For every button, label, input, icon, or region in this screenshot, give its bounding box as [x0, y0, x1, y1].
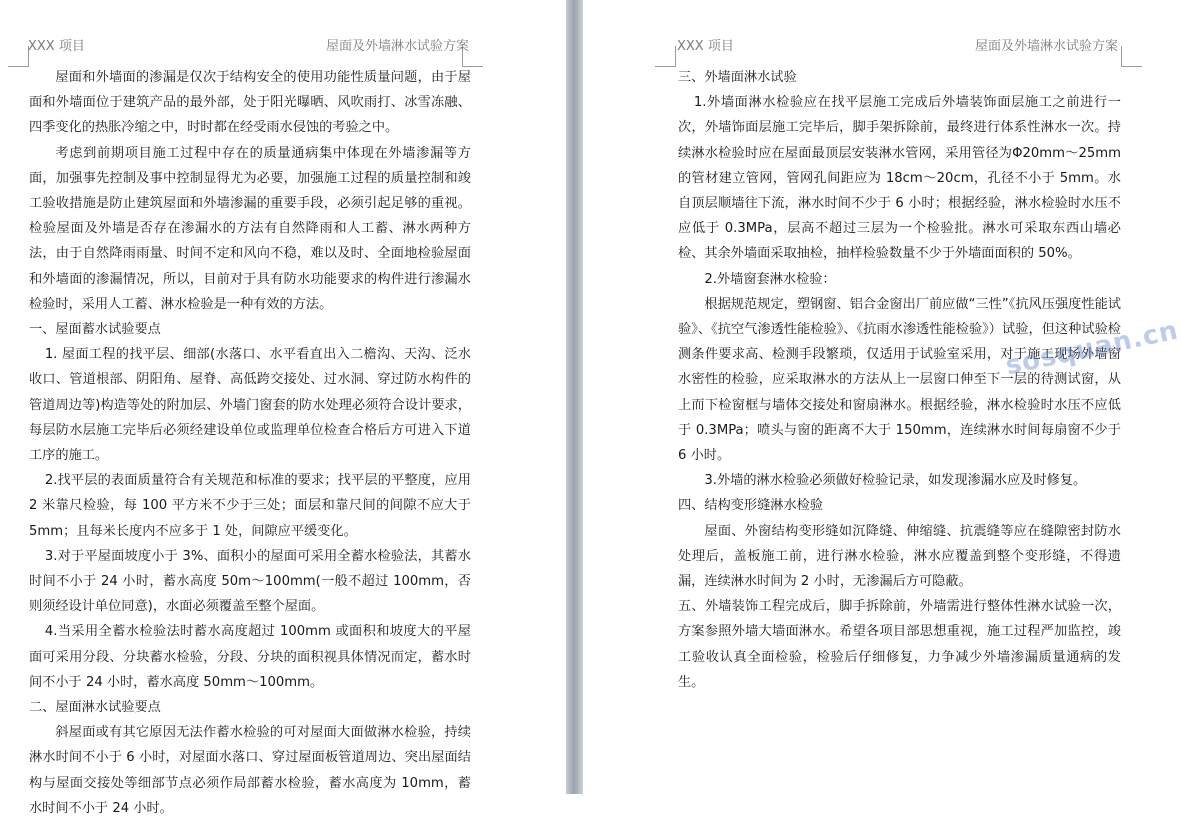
body-paragraph: 考虑到前期项目施工过程中存在的质量通病集中体现在外墙渗漏等方面，加强事先控制及事中控制显得尤为必要，加强施工过程的质量控制和竣工验收措施是防止建筑屋面和外墙渗漏的重要手段，必须引起足够的重视。检验屋面及外墙是否存在渗漏水的方法有自然降雨和人工蓄、淋水两种方法，由于自然降雨雨量、时间不定和风向不稳，难以及时、全面地检验屋面和外墙面的渗漏情况，所以，目前对于具有防水功能要求的构件进行渗漏水检验时，采用人工蓄、淋水检验是一种有效的方法。: [29, 145, 471, 312]
page-gutter: [566, 0, 583, 794]
document-page-left: [0, 0, 566, 816]
body-paragraph: 根据规范规定，塑钢窗、铝合金窗出厂前应做“三性”《抗风压强度性能试验》、《抗空气渗透性能检验》、《抗雨水渗透性能检验》）试验，但这种试验检测条件要求高、检测手段繁琐，仅适用于试验室采用，对于施工现场外墙窗水密性的检验，应采取淋水的方法从上一层窗口伸至下一层的待测试窗，从上而下检窗框与墙体交接处和窗扇淋水。根据经验，淋水检验时水压不应低于 0.3MPa；喷头与窗的距离不大于 150mm，连续淋水时间每扇窗不少于 6 小时。: [678, 296, 1121, 464]
body-paragraph: 屋面和外墙面的渗漏是仅次于结构安全的使用功能性质量问题，由于屋面和外墙面位于建筑产品的最外部，处于阳光曝晒、风吹雨打、冰雪冻融、四季变化的热胀冷缩之中，时时都在经受雨水侵蚀的考验之中。: [29, 70, 471, 136]
body-paragraph: 屋面、外窗结构变形缝如沉降缝、伸缩缝、抗震缝等应在缝隙密封防水处理后，盖板施工前，进行淋水检验，淋水应覆盖到整个变形缝，不得遗漏，连续淋水时间为 2 小时，无渗漏后方可隐蔽。: [678, 523, 1121, 590]
body-paragraph: 1. 屋面工程的找平层、细部(水落口、水平看直出入二檐沟、天沟、泛水收口、管道根部、阴阳角、屋脊、高低跨交接处、过水洞、穿过防水构件的管道周边等)构造等处的附加层、外墙门窗套的防水处理必须符合设计要求，每层防水层施工完毕后必须经建设单位或监理单位检查合格后方可进入下道工序的施工。: [29, 347, 471, 464]
body-paragraph: 2.外墙窗套淋水检验：: [704, 271, 836, 287]
body-paragraph: 2.找平层的表面质量符合有关规范和标准的要求；找平层的平整度，应用 2 米靠尺检验，每 100 平方米不少于三处；面层和靠尺间的间隙不应大于 5mm；且每米长度内不应多于 1 处，间隙应平缓变化。: [29, 473, 471, 539]
section-heading: 四、结构变形缝淋水检验: [678, 498, 824, 514]
body-paragraph: 1.外墙面淋水检验应在找平层施工完成后外墙装饰面层施工之前进行一次，外墙饰面层施工完毕后，脚手架拆除前，最终进行体系性淋水一次。持续淋水检验时应在屋面最顶层安装淋水管网，采用管径为Φ20mm～25mm 的管材建立管网，管网孔间距应为 18cm～20cm，孔径不小于 5mm。水自顶层顺墙往下流，淋水时间不少于 6 小时；根据经验，淋水检验时水压不应低于 0.3MPa，层高不超过三层为一个检验批。淋水可采取东西山墙必检、其余外墙面采取抽检，抽样检验数量不少于外墙面面积的 50%。: [678, 95, 1121, 262]
section-heading: 二、屋面淋水试验要点: [29, 700, 161, 716]
header-document-title: 屋面及外墙淋水试验方案: [975, 39, 1119, 54]
header-project-name: XXX 项目: [28, 39, 85, 54]
page-body: [678, 65, 1121, 695]
section-heading: 三、外墙面淋水试验: [678, 70, 797, 85]
header-project-name: XXX 项目: [677, 39, 734, 54]
body-paragraph: 五、外墙装饰工程完成后，脚手拆除前，外墙需进行整体性淋水试验一次，方案参照外墙大墙面淋水。希望各项目部思想重视，施工过程严加监控，竣工验收认真全面检验，检验后仔细修复，力争减少外墙渗漏质量通病的发生。: [678, 599, 1121, 690]
body-paragraph: 3.外墙的淋水检验必须做好检验记录，如发现渗漏水应及时修复。: [704, 473, 1087, 489]
header-document-title: 屋面及外墙淋水试验方案: [326, 39, 470, 54]
page-corner-mark: [8, 46, 29, 67]
section-heading: 一、屋面蓄水试验要点: [29, 322, 161, 338]
watermark-logo: sosquan.cn: [1003, 315, 1181, 382]
page-corner-mark: [655, 46, 676, 67]
page-body: [29, 65, 471, 821]
document-page-right: [583, 0, 1173, 794]
page-corner-mark: [1121, 46, 1142, 67]
body-paragraph: 斜屋面或有其它原因无法作蓄水检验的可对屋面大面做淋水检验，持续淋水时间不小于 6 小时，对屋面水落口、穿过屋面板管道周边、突出屋面结构与屋面交接处等细部节点必须作局部蓄水检验，蓄水高度为 10mm，蓄水时间不小于 24 小时。: [29, 725, 471, 816]
body-paragraph: 4.当采用全蓄水检验法时蓄水高度超过 100mm 或面积和坡度大的平屋面可采用分段、分块蓄水检验，分段、分块的面积视具体情况而定，蓄水时间不小于 24 小时，蓄水高度 50mm～100mm。: [29, 624, 471, 690]
body-paragraph: 3.对于平屋面坡度小于 3%、面积小的屋面可采用全蓄水检验法，其蓄水时间不小于 24 小时，蓄水高度 50m～100mm(一般不超过 100mm，否则须经设计单位同意)，水面必须覆盖至整个屋面。: [29, 548, 471, 615]
